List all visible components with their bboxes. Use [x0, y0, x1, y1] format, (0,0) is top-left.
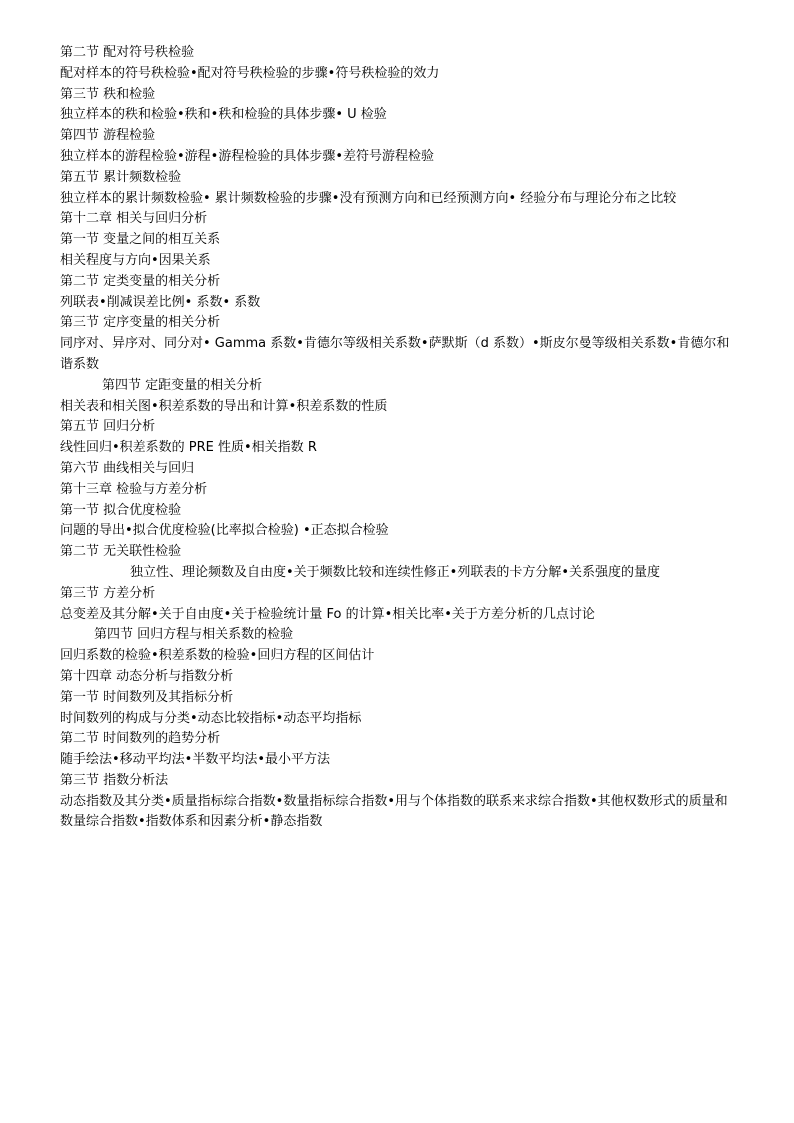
section-heading: 第二节 配对符号秩检验 [60, 45, 195, 60]
section-heading: 第一节 时间数列及其指标分析 [60, 689, 234, 705]
section-heading: 第二节 定类变量的相关分析 [60, 273, 221, 289]
section-heading: 第三节 指数分析法 [60, 772, 169, 788]
section-topics: 回归系数的检验•积差系数的检验•回归方程的区间估计 [60, 648, 375, 664]
section-heading: 第六节 曲线相关与回归 [60, 460, 195, 476]
section-heading: 第五节 累计频数检验 [60, 169, 182, 185]
section-topics: 独立样本的游程检验•游程•游程检验的具体步骤•差符号游程检验 [60, 148, 435, 164]
section-heading: 第三节 秩和检验 [60, 86, 156, 102]
section-topics: 独立性、理论频数及自由度•关于频数比较和连续性修正•列联表的卡方分解•关系强度的量度 [130, 564, 661, 580]
chapter-heading: 第十四章 动态分析与指数分析 [60, 668, 234, 684]
section-topics: 随手绘法•移动平均法•半数平均法•最小平方法 [60, 752, 331, 768]
section-topics: 独立样本的秩和检验•秩和•秩和检验的具体步骤• U 检验 [60, 107, 387, 123]
section-topics: 问题的导出•拟合优度检验(比率拟合检验) •正态拟合检验 [60, 523, 389, 539]
section-heading: 第五节 回归分析 [60, 419, 156, 435]
section-heading: 第三节 定序变量的相关分析 [60, 315, 221, 331]
section-heading: 第一节 变量之间的相互关系 [60, 232, 221, 248]
section-topics: 独立样本的累计频数检验• 累计频数检验的步骤•没有预测方向和已经预测方向• 经验分布与理论分布之比较 [60, 190, 677, 206]
section-heading: 第二节 无关联性检验 [60, 544, 182, 560]
document-body [60, 43, 740, 833]
section-heading: 第二节 时间数列的趋势分析 [60, 731, 221, 747]
section-topics: 时间数列的构成与分类•动态比较指标•动态平均指标 [60, 710, 362, 726]
section-topics: 相关程度与方向•因果关系 [60, 252, 211, 268]
section-heading: 第三节 方差分析 [60, 585, 156, 601]
chapter-heading: 第十三章 检验与方差分析 [60, 481, 208, 497]
section-topics: 同序对、异序对、同分对• Gamma 系数•肯德尔等级相关系数•萨默斯（d 系数）•斯皮尔曼等级相关系数•肯德尔和谐系数 [60, 336, 730, 372]
section-topics: 相关表和相关图•积差系数的导出和计算•积差系数的性质 [60, 398, 388, 414]
section-heading: 第一节 拟合优度检验 [60, 502, 182, 518]
section-topics: 配对样本的符号秩检验•配对符号秩检验的步骤•符号秩检验的效力 [60, 65, 440, 81]
section-topics: 总变差及其分解•关于自由度•关于检验统计量 Fo 的计算•相关比率•关于方差分析的几点讨论 [60, 606, 595, 622]
section-heading: 第四节 游程检验 [60, 128, 156, 144]
chapter-heading: 第十二章 相关与回归分析 [60, 211, 208, 227]
section-heading: 第四节 回归方程与相关系数的检验 [94, 627, 294, 643]
section-topics: 列联表•削减误差比例• 系数• 系数 [60, 294, 261, 310]
section-topics: 动态指数及其分类•质量指标综合指数•数量指标综合指数•用与个体指数的联系来求综合指数•其他权数形式的质量和数量综合指数•指数体系和因素分析•静态指数 [60, 793, 728, 830]
section-heading: 第四节 定距变量的相关分析 [102, 377, 263, 393]
section-topics: 线性回归•积差系数的 PRE 性质•相关指数 R [60, 440, 317, 456]
